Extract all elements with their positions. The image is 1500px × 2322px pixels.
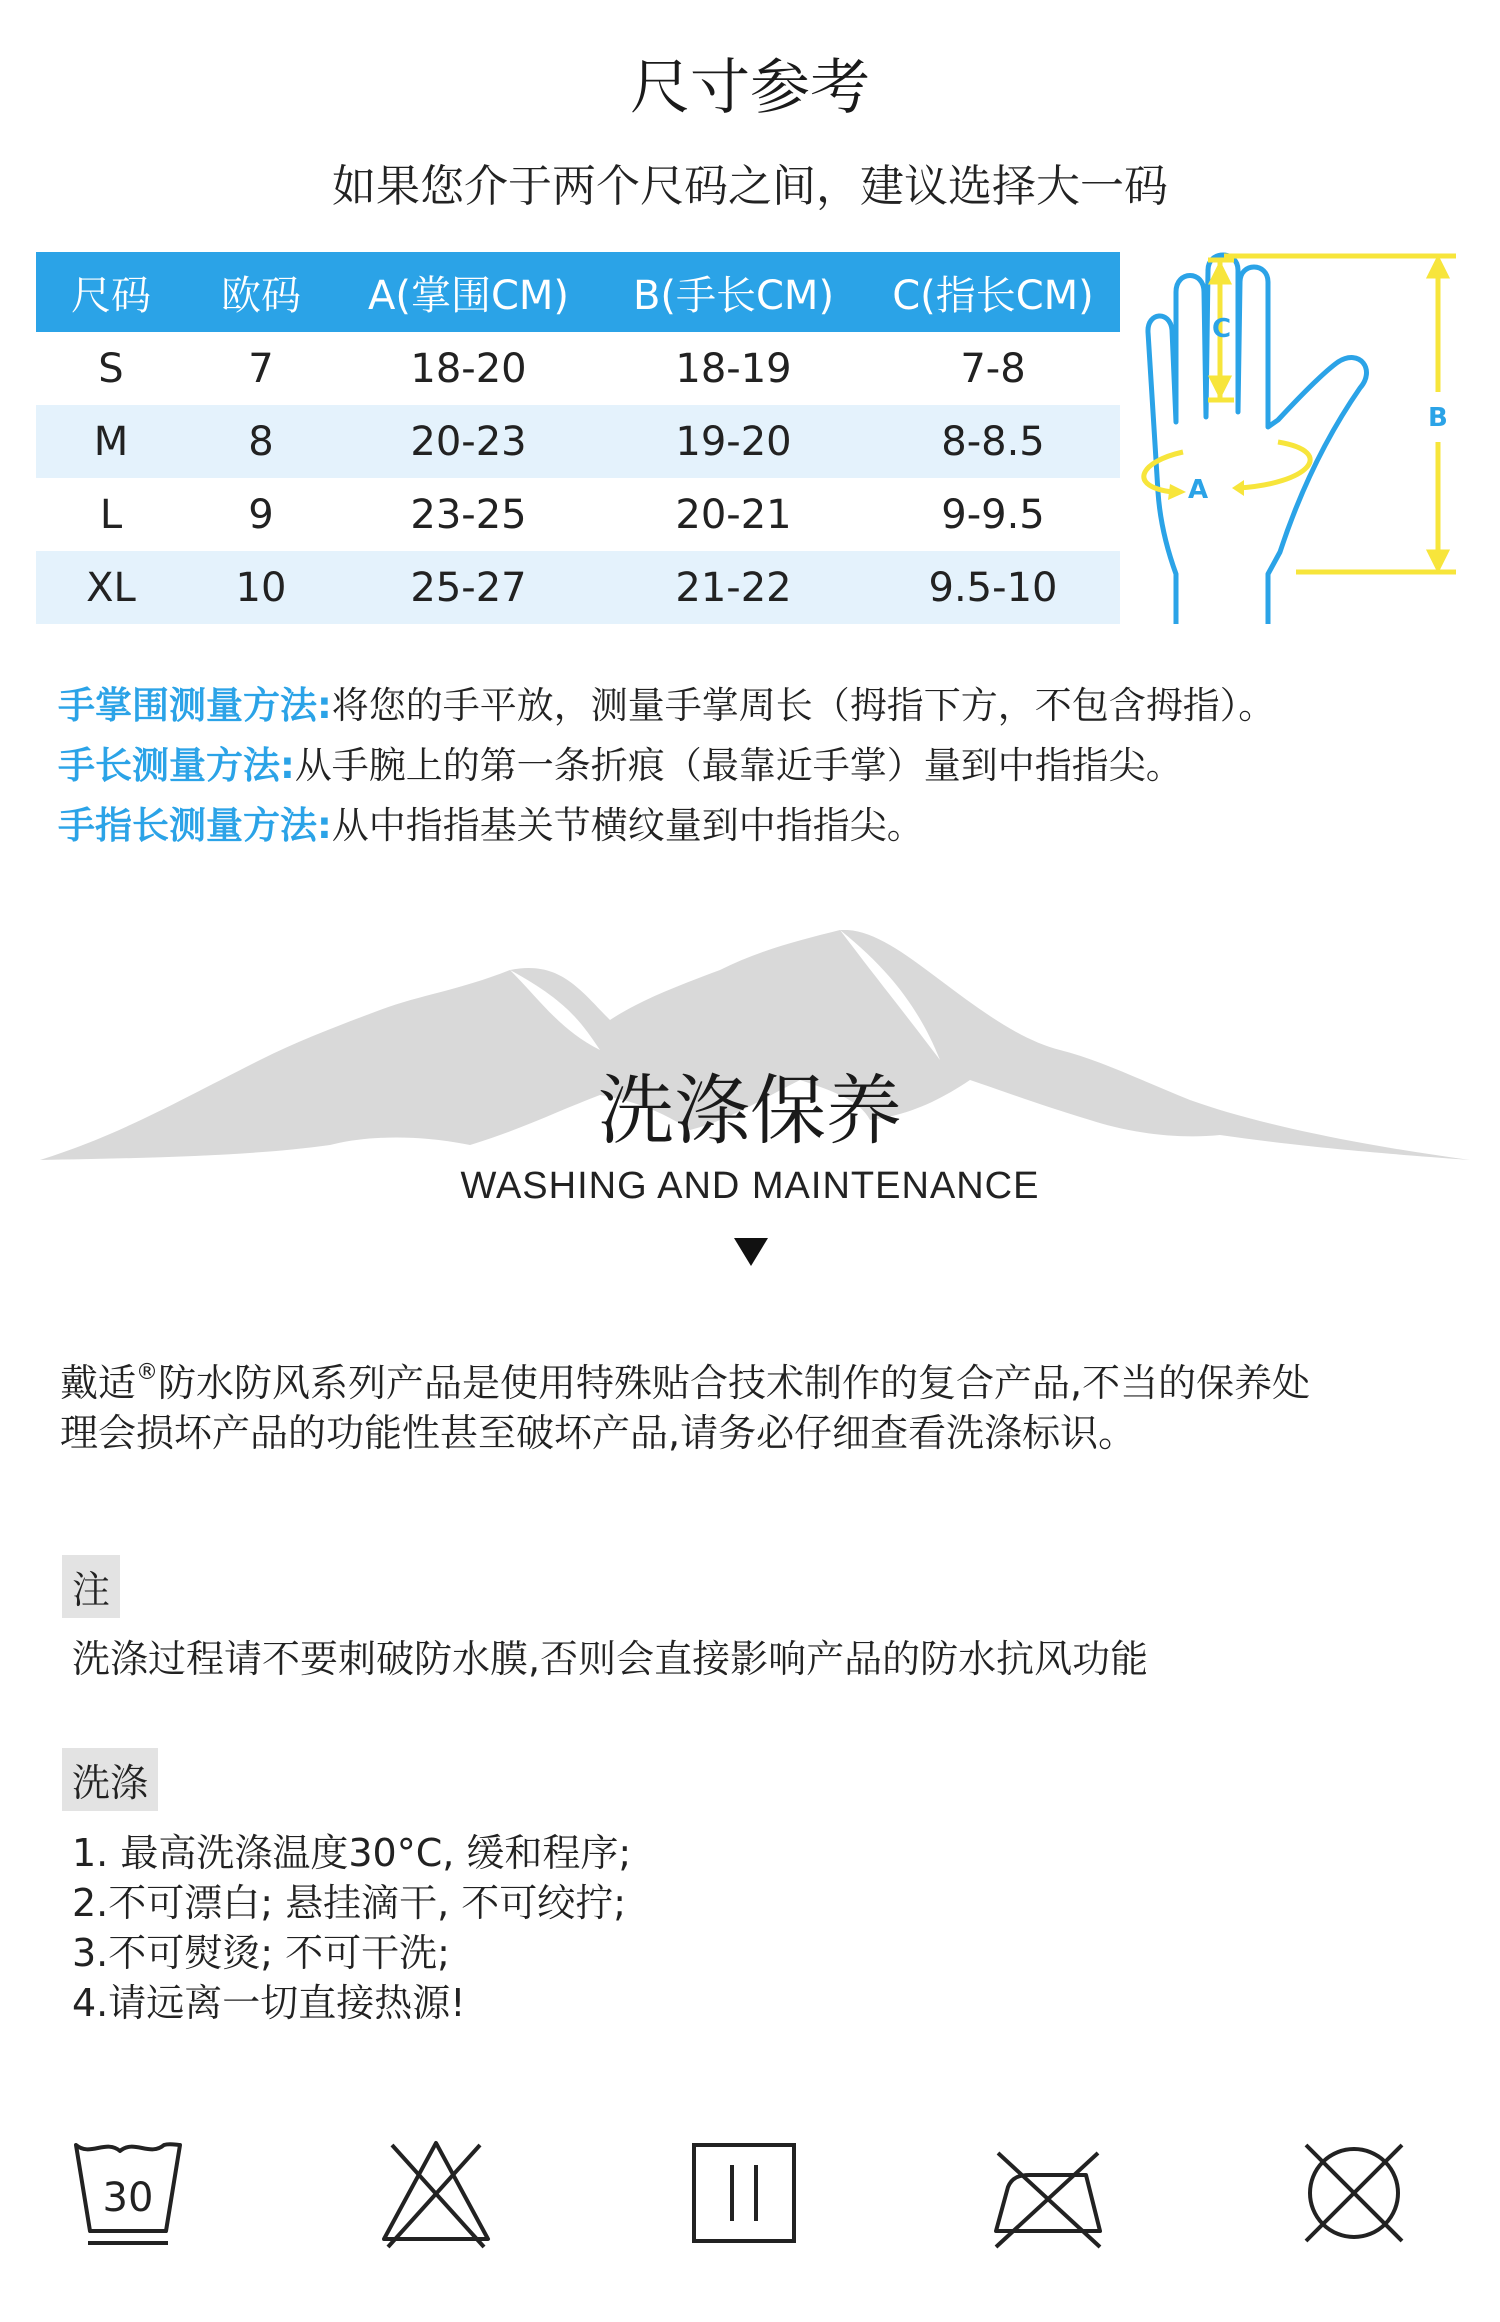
list-item: 1. 最高洗涤温度30°C, 缓和程序;	[72, 1831, 632, 1875]
cell: 21-22	[601, 551, 866, 624]
size-subtitle: 如果您介于两个尺码之间，建议选择大一码	[332, 161, 1168, 212]
size-title: 尺寸参考	[630, 53, 870, 123]
list-item: 2.不可漂白; 悬挂滴干, 不可绞拧;	[72, 1881, 627, 1925]
washing-title: 洗涤保养	[598, 1066, 902, 1155]
finger-length-measure-method	[58, 795, 924, 849]
wash-steps	[72, 1828, 631, 2028]
cell: 23-25	[410, 491, 527, 538]
washing-intro	[60, 1358, 1460, 1458]
drip-dry-icon	[686, 2135, 802, 2251]
no-dry-clean-icon	[1296, 2135, 1412, 2251]
list-item: 4.请远离一切直接热源!	[72, 1981, 466, 2025]
wash-tag: 洗涤	[62, 1748, 158, 1811]
hand-measurement-diagram	[1128, 252, 1468, 624]
cell: 18-20	[410, 345, 527, 392]
palm-measure-label: 手掌围测量方法:	[58, 684, 332, 727]
cell: 8	[186, 405, 336, 478]
hand-length-measure-method	[58, 735, 1183, 789]
no-bleach-icon	[378, 2135, 494, 2251]
cell: 7-8	[960, 345, 1026, 392]
finger-length-measure-text: 从中指指基关节横纹量到中指指尖。	[331, 804, 924, 847]
intro-line-2: 理会损坏产品的功能性甚至破坏产品,请务必仔细查看洗涤标识。	[60, 1411, 1137, 1455]
table-row	[36, 405, 1120, 478]
washing-subtitle: WASHING AND MAINTENANCE	[460, 1165, 1040, 1207]
registered-mark: ®	[136, 1360, 159, 1385]
header-size: 尺码	[36, 252, 186, 332]
cell: 18-19	[675, 345, 792, 392]
table-row	[36, 478, 1120, 551]
cell: 8-8.5	[866, 405, 1120, 478]
cell: 20-21	[675, 491, 792, 538]
down-triangle-icon	[734, 1238, 768, 1266]
header-finger-length: C(指长CM)	[866, 252, 1120, 332]
palm-measure-method	[58, 675, 1275, 729]
wash-temp-label: 30	[102, 2175, 154, 2221]
note-text: 洗涤过程请不要刺破防水膜,否则会直接影响产品的防水抗风功能	[72, 1637, 1149, 1681]
cell: 25-27	[336, 551, 601, 624]
cell: 9-9.5	[941, 491, 1045, 538]
cell: XL	[36, 551, 186, 624]
label-c: C	[1212, 314, 1232, 344]
hand-length-measure-label: 手长测量方法:	[58, 744, 295, 787]
note-tag: 注	[62, 1555, 120, 1618]
palm-measure-text: 将您的手平放，测量手掌周长（拇指下方，不包含拇指）。	[331, 684, 1276, 727]
cell: S	[98, 345, 124, 392]
list-item: 3.不可熨烫; 不可干洗;	[72, 1931, 450, 1975]
header-palm: A(掌围CM)	[336, 252, 601, 332]
cell: 20-23	[336, 405, 601, 478]
size-table-header	[36, 252, 1120, 332]
cell: 10	[186, 551, 336, 624]
table-row	[36, 551, 1120, 624]
intro-line-1: 防水防风系列产品是使用特殊贴合技术制作的复合产品,不当的保养处	[158, 1361, 1311, 1405]
brand-name: 戴适	[60, 1361, 137, 1405]
table-row	[36, 332, 1120, 405]
cell: 9.5-10	[866, 551, 1120, 624]
no-iron-icon	[990, 2135, 1106, 2251]
label-a: A	[1188, 475, 1209, 505]
cell: 7	[248, 345, 274, 392]
header-eu-size: 欧码	[186, 252, 336, 332]
label-b: B	[1428, 403, 1448, 433]
wash-30-icon	[70, 2135, 186, 2251]
header-hand-length: B(手长CM)	[601, 252, 866, 332]
size-table	[36, 252, 1120, 624]
cell: 19-20	[601, 405, 866, 478]
finger-length-measure-label: 手指长测量方法:	[58, 804, 332, 847]
cell: M	[36, 405, 186, 478]
cell: L	[99, 491, 123, 538]
hand-length-measure-text: 从手腕上的第一条折痕（最靠近手掌）量到中指指尖。	[294, 744, 1183, 787]
cell: 9	[248, 491, 274, 538]
